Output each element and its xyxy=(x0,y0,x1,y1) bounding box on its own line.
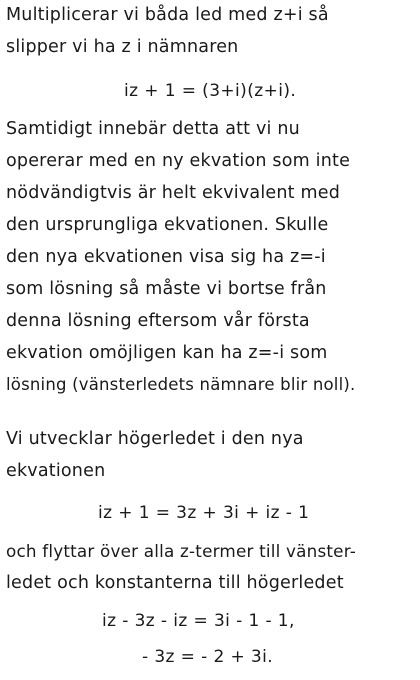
equation: - 3z = - 2 + 3i. xyxy=(142,647,274,667)
text-line: slipper vi ha z i nämnaren xyxy=(6,37,239,57)
equation: iz + 1 = (3+i)(z+i). xyxy=(124,81,297,101)
text-line: den ursprungliga ekvationen. Skulle xyxy=(6,215,329,235)
equation: iz + 1 = 3z + 3i + iz - 1 xyxy=(98,503,310,523)
text-line: lösning (vänsterledets nämnare blir noll). xyxy=(6,375,356,394)
text-line: den nya ekvationen visa sig ha z=-i xyxy=(6,247,326,267)
text-line: som lösning så måste vi bortse från xyxy=(6,279,327,299)
text-line: Vi utvecklar högerledet i den nya xyxy=(6,429,304,449)
text-line: ekvationen xyxy=(6,461,106,481)
text-line: opererar med en ny ekvation som inte xyxy=(6,151,351,171)
text-line: ekvation omöjligen kan ha z=-i som xyxy=(6,343,328,363)
equation: iz - 3z - iz = 3i - 1 - 1, xyxy=(102,611,295,631)
text-line: och flyttar över alla z-termer till vänster- xyxy=(6,541,356,561)
text-line: nödvändigtvis är helt ekvivalent med xyxy=(6,183,341,203)
text-line: Samtidigt innebär detta att vi nu xyxy=(6,119,300,139)
text-line: denna lösning eftersom vår första xyxy=(6,311,310,331)
text-line: Multiplicerar vi båda led med z+i så xyxy=(6,5,329,25)
text-line: ledet och konstanterna till högerledet xyxy=(6,573,344,593)
